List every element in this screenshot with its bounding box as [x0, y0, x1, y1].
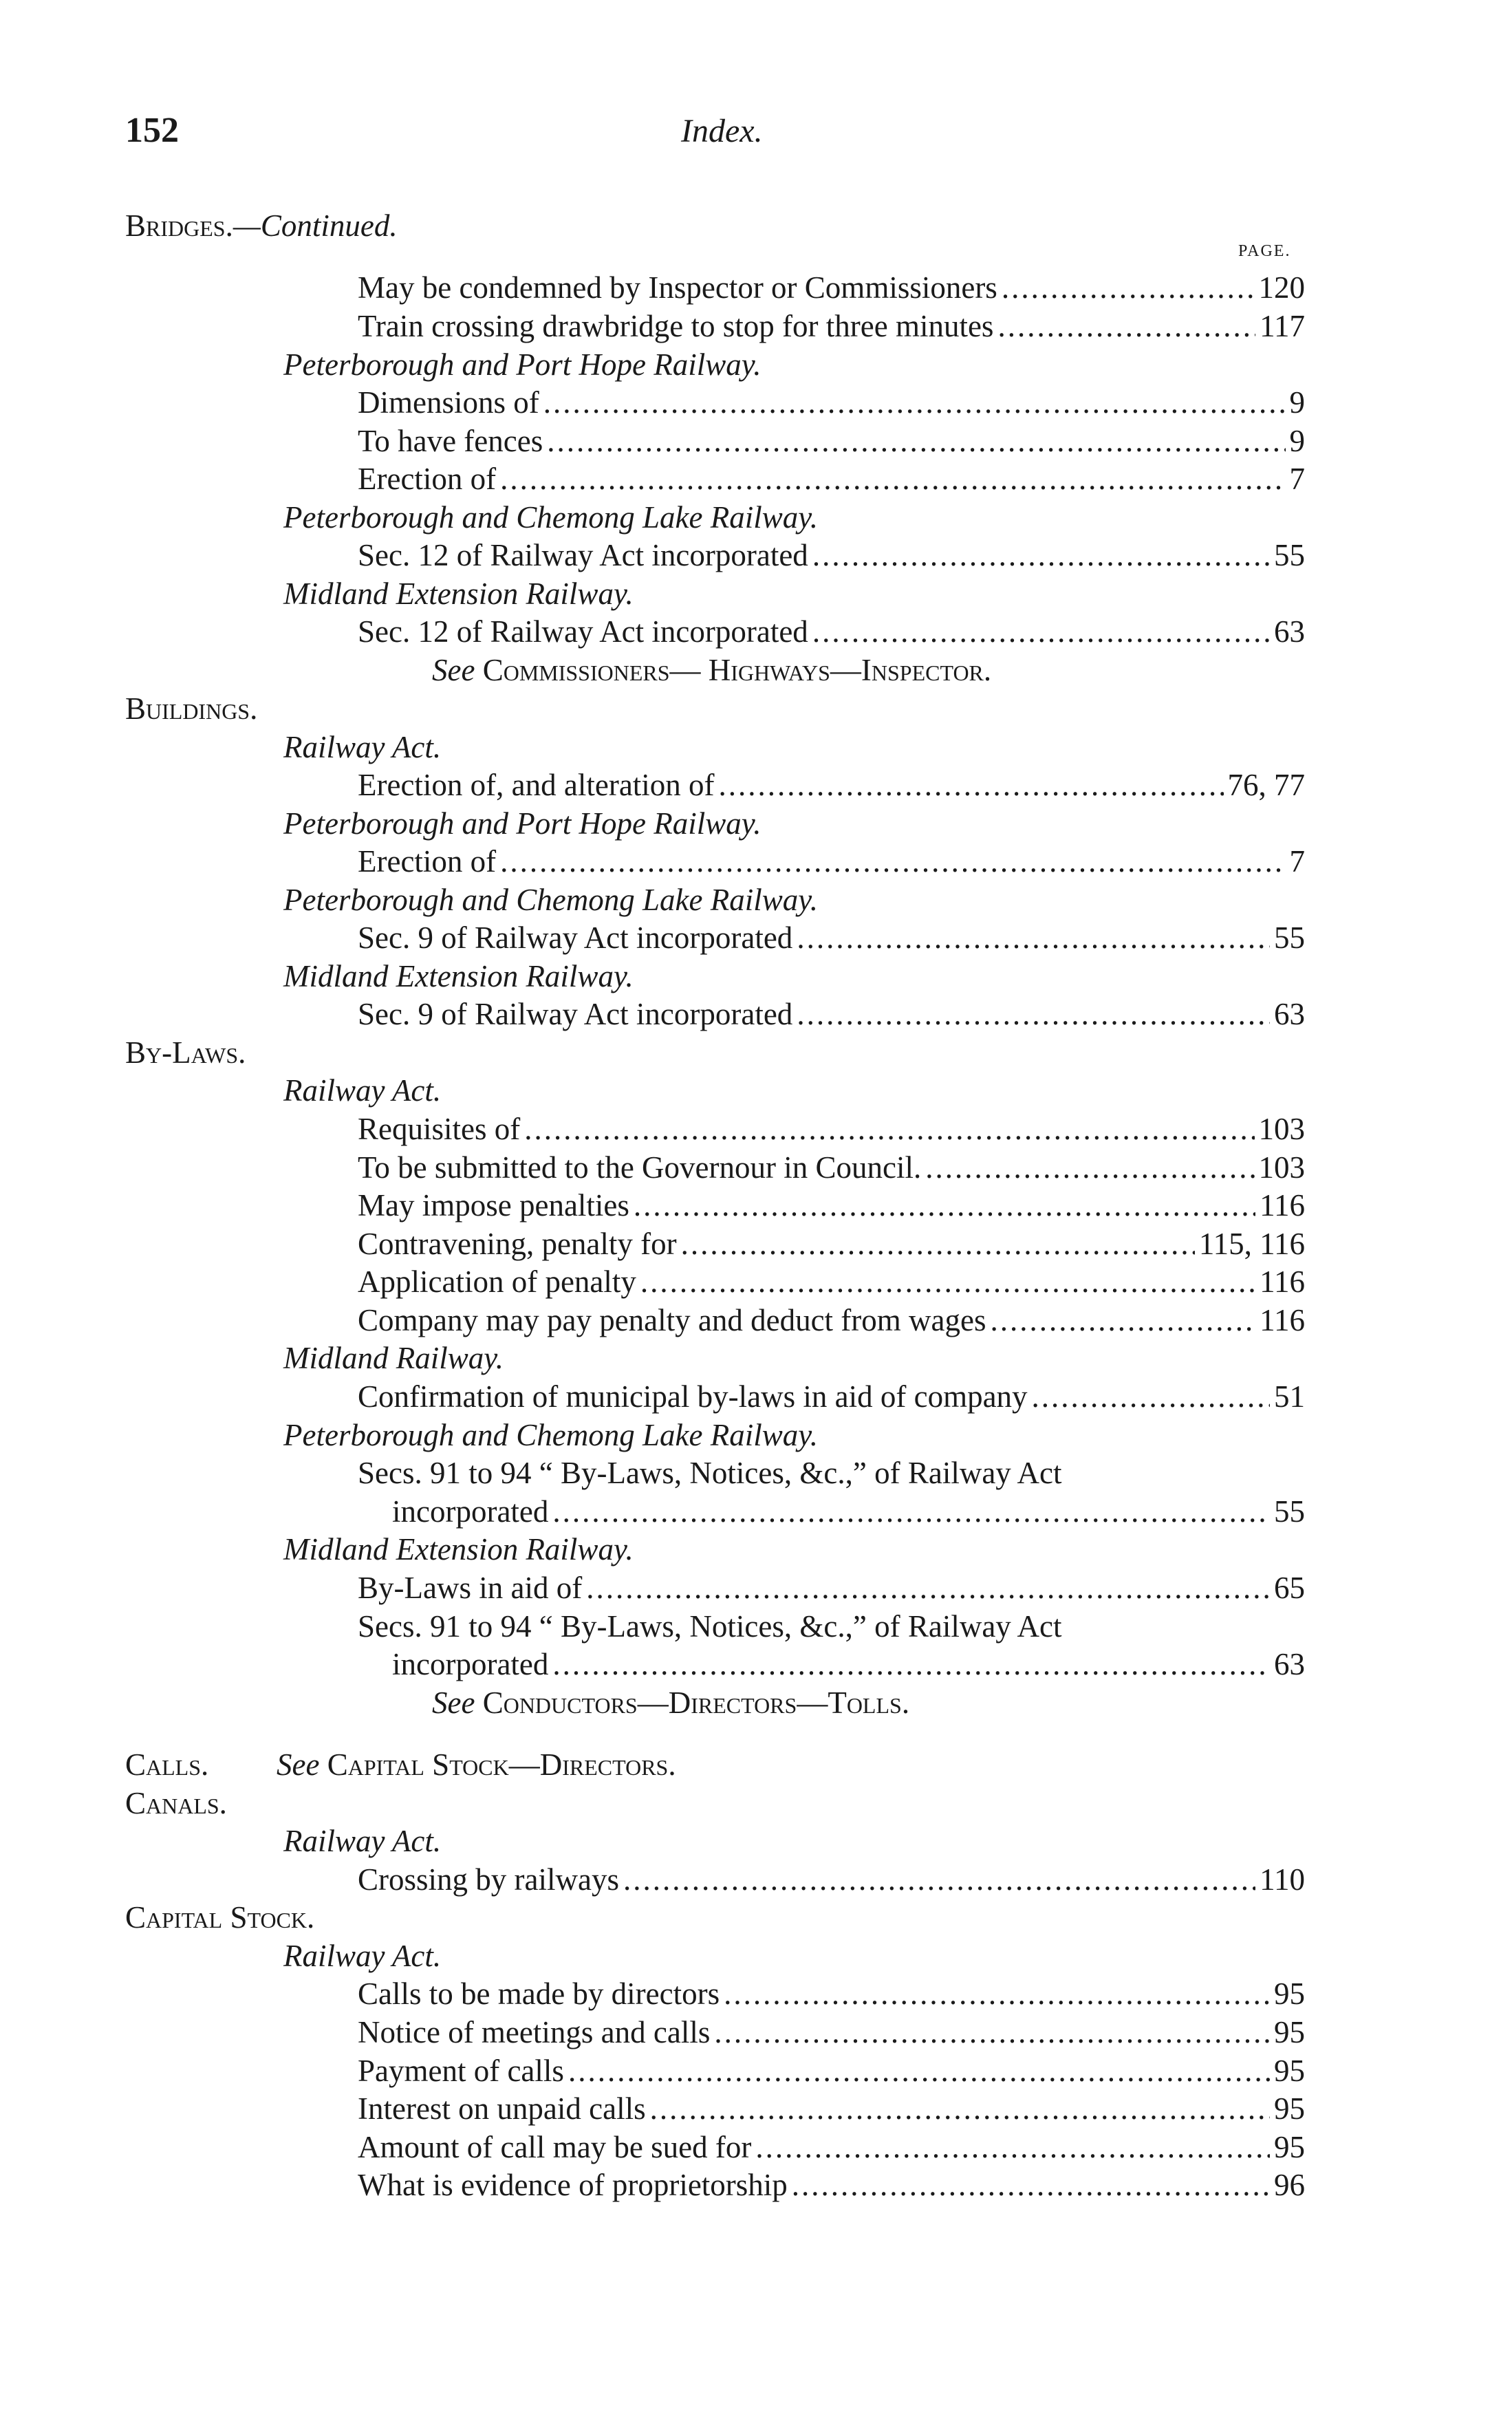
dot-leader: [524, 1110, 1254, 1148]
index-subheading: Railway Act.: [283, 1824, 442, 1858]
index-entry: [358, 460, 1305, 498]
entry-page: 116: [1260, 1303, 1305, 1337]
entry-text: Amount of call may be sued for: [358, 2130, 752, 2164]
entry-page: 95: [1274, 1977, 1305, 2011]
index-heading: [125, 1745, 676, 1784]
index-heading: [125, 206, 398, 245]
dot-leader: [719, 766, 1224, 804]
dot-leader: [634, 1186, 1255, 1225]
entry-text: Dimensions of: [358, 385, 539, 420]
cross-reference: Capital Stock—Directors.: [327, 1747, 676, 1782]
index-entry: [358, 1301, 1305, 1339]
entry-page: 63: [1274, 997, 1305, 1031]
entry-page: 95: [1274, 2130, 1305, 2164]
entry-text: May impose penalties: [358, 1188, 629, 1223]
index-entry: [358, 536, 1305, 574]
heading-text: Canals.: [125, 1786, 227, 1820]
entry-text: Confirmation of municipal by-laws in aid of company: [358, 1379, 1028, 1414]
entry-page: 65: [1274, 1571, 1305, 1605]
entry-page: 115, 116: [1198, 1227, 1305, 1261]
dot-leader: [1032, 1377, 1270, 1416]
dot-leader: [552, 1645, 1270, 1683]
entry-page: 55: [1274, 1494, 1305, 1529]
cross-reference: Conductors—Directors—Tolls.: [482, 1686, 910, 1720]
entry-text: May be condemned by Inspector or Commissioners: [358, 270, 997, 305]
heading-text: Calls.: [125, 1747, 209, 1782]
heading-text: Buildings.: [125, 691, 258, 726]
entry-page: 63: [1274, 614, 1305, 649]
dot-leader: [547, 422, 1285, 460]
dot-leader: [500, 460, 1285, 498]
entry-text: What is evidence of proprietorship: [358, 2168, 788, 2202]
index-heading: [125, 1033, 246, 1072]
see-word: See: [432, 653, 475, 687]
dot-leader: [543, 383, 1286, 422]
entry-page: 116: [1260, 1264, 1305, 1299]
index-entry: [358, 1110, 1305, 1148]
entry-text: Application of penalty: [358, 1264, 636, 1299]
index-subheading: Midland Railway.: [283, 1341, 504, 1375]
dot-leader: [500, 842, 1285, 881]
index-entry: [358, 1148, 1305, 1187]
entry-text: Sec. 9 of Railway Act incorporated: [358, 997, 793, 1031]
index-subheading: Peterborough and Port Hope Railway.: [283, 806, 762, 841]
entry-text: Sec. 9 of Railway Act incorporated: [358, 920, 793, 955]
entry-text: Calls to be made by directors: [358, 1977, 720, 2011]
dot-leader: [623, 1860, 1255, 1899]
entry-page: 96: [1274, 2168, 1305, 2202]
dot-leader: [797, 995, 1270, 1033]
dot-leader: [650, 2089, 1270, 2128]
entry-text: To have fences: [358, 424, 543, 458]
entry-text: incorporated: [392, 1647, 549, 1681]
dot-leader: [797, 918, 1270, 957]
entry-page: 55: [1274, 538, 1305, 572]
entry-text: Train crossing drawbridge to stop for three minutes: [358, 309, 994, 343]
entry-text: incorporated: [392, 1494, 549, 1529]
see-word: See: [432, 1686, 475, 1720]
dot-leader: [568, 2052, 1270, 2090]
heading-text: Capital Stock.: [125, 1900, 315, 1935]
dot-leader: [925, 1148, 1254, 1187]
index-entry: [358, 766, 1305, 804]
entry-text: By-Laws in aid of: [358, 1571, 583, 1605]
dot-leader: [991, 1301, 1256, 1339]
index-heading: [125, 689, 257, 728]
dot-leader: [997, 307, 1255, 345]
dot-leader: [586, 1569, 1270, 1607]
entry-text: Interest on unpaid calls: [358, 2091, 646, 2126]
entry-text: Requisites of: [358, 1112, 521, 1146]
entry-page: 55: [1274, 920, 1305, 955]
entry-text: Sec. 12 of Railway Act incorporated: [358, 614, 808, 649]
index-entry: [358, 1262, 1305, 1301]
dot-leader: [681, 1225, 1195, 1263]
entry-page: 7: [1289, 462, 1305, 496]
index-entry: [358, 1860, 1305, 1899]
index-subheading: Railway Act.: [283, 730, 442, 764]
index-entry: [358, 2089, 1305, 2128]
index-entry: [358, 1974, 1305, 2013]
index-entry: [358, 2128, 1305, 2166]
entry-text: Erection of: [358, 462, 497, 496]
dot-leader: [812, 612, 1270, 651]
index-heading: [125, 1898, 314, 1937]
entry-page: 76, 77: [1227, 768, 1305, 802]
see-also: [432, 651, 991, 689]
index-entry: [358, 1569, 1305, 1607]
entry-page: 9: [1289, 424, 1305, 458]
entry-page: 7: [1289, 844, 1305, 879]
index-subheading: Peterborough and Chemong Lake Railway.: [283, 1418, 818, 1452]
index-entry: [358, 422, 1305, 460]
entry-text: Crossing by railways: [358, 1862, 619, 1897]
index-entry: [358, 2013, 1305, 2052]
entry-page: 95: [1274, 2015, 1305, 2049]
index-subheading: Peterborough and Chemong Lake Railway.: [283, 500, 818, 535]
dot-leader: [640, 1262, 1255, 1301]
entry-page: 95: [1274, 2054, 1305, 2088]
entry-page: 51: [1274, 1379, 1305, 1414]
dot-leader: [812, 536, 1270, 574]
dot-leader: [792, 2166, 1270, 2204]
index-entry: [358, 612, 1305, 651]
entry-text: To be submitted to the Governour in Council.: [358, 1150, 922, 1185]
heading-text: Bridges.: [125, 208, 233, 243]
index-entry: [358, 307, 1305, 345]
index-entry: [358, 1377, 1305, 1416]
entry-page: 117: [1260, 309, 1305, 343]
entry-page: 116: [1260, 1188, 1305, 1223]
index-entry-text: Secs. 91 to 94 “ By-Laws, Notices, &c.,” of Railway Act: [358, 1609, 1062, 1644]
dot-leader: [724, 1974, 1270, 2013]
entry-text: Company may pay penalty and deduct from wages: [358, 1303, 986, 1337]
index-entry: [358, 918, 1305, 957]
entry-page: 120: [1258, 270, 1305, 305]
entry-text: Erection of: [358, 844, 497, 879]
index-subheading: Railway Act.: [283, 1073, 442, 1108]
entry-page: 95: [1274, 2091, 1305, 2126]
index-entry: [358, 2052, 1305, 2090]
entry-page: 110: [1260, 1862, 1305, 1897]
see-also: [432, 1683, 909, 1722]
cross-reference: Commissioners— Highways—Inspector.: [482, 653, 992, 687]
entry-text: Erection of, and alteration of: [358, 768, 715, 802]
entry-page: 9: [1289, 385, 1305, 420]
entry-text: Sec. 12 of Railway Act incorporated: [358, 538, 808, 572]
heading-text: By-Laws.: [125, 1035, 246, 1070]
index-entry: [358, 2166, 1305, 2204]
index-subheading: Midland Extension Railway.: [283, 959, 634, 993]
index-entry: [358, 842, 1305, 881]
entry-text: Payment of calls: [358, 2054, 564, 2088]
running-title: Index.: [681, 113, 763, 149]
dot-leader: [714, 2013, 1270, 2052]
index-entry: [358, 268, 1305, 307]
dot-leader: [755, 2128, 1270, 2166]
dot-leader: [1002, 268, 1255, 307]
index-heading: [125, 1784, 227, 1822]
entry-text: Contravening, penalty for: [358, 1227, 677, 1261]
index-subheading: Midland Extension Railway.: [283, 577, 634, 611]
entry-text: Notice of meetings and calls: [358, 2015, 711, 2049]
page-column-label: PAGE.: [1238, 242, 1291, 260]
entry-page: 103: [1258, 1150, 1305, 1185]
index-entry: [392, 1492, 1305, 1531]
dot-leader: [552, 1492, 1270, 1531]
index-entry: [392, 1645, 1305, 1683]
entry-page: 103: [1258, 1112, 1305, 1146]
entry-page: 63: [1274, 1647, 1305, 1681]
index-entry: [358, 383, 1305, 422]
index-subheading: Midland Extension Railway.: [283, 1532, 634, 1566]
page-number: 152: [125, 111, 179, 150]
index-entry: [358, 1225, 1305, 1263]
see-word: See: [277, 1747, 320, 1782]
index-subheading: Railway Act.: [283, 1939, 442, 1973]
index-subheading: Peterborough and Port Hope Railway.: [283, 347, 762, 382]
index-subheading: Peterborough and Chemong Lake Railway.: [283, 883, 818, 917]
index-entry-text: Secs. 91 to 94 “ By-Laws, Notices, &c.,” of Railway Act: [358, 1456, 1062, 1490]
index-entry: [358, 995, 1305, 1033]
index-entry: [358, 1186, 1305, 1225]
heading-continued: —Continued.: [233, 208, 398, 243]
